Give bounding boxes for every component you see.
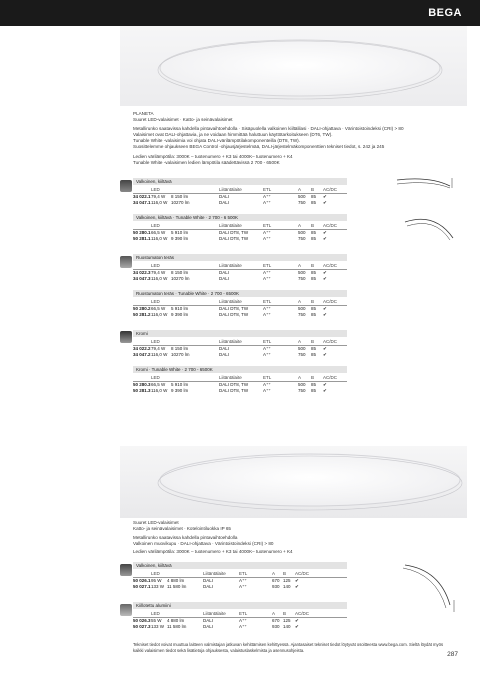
cell-acdc: ✔ (323, 236, 327, 241)
cell-lm: 9 390 lm (171, 388, 189, 393)
header-etl: ETL (263, 223, 272, 228)
cell-driver: DALI (219, 276, 230, 281)
header-driver: Liitäntälaite (219, 223, 242, 228)
product2-subtitle: Suuret LED-valaisimet (133, 520, 179, 525)
header-a: A (298, 339, 302, 344)
cell-etl: A⁺⁺ (263, 236, 271, 241)
cell-a: 500 (298, 194, 306, 199)
cell-lm: 5 910 lm (171, 230, 189, 235)
cell-etl: A⁺⁺ (263, 346, 271, 351)
cell-lm: 10270 lm (171, 200, 190, 205)
cell-acdc: ✔ (323, 382, 327, 387)
cell-a: 500 (298, 346, 306, 351)
cell-w: 79,4 W (151, 346, 166, 351)
table-row (133, 352, 347, 358)
header-a: A (272, 611, 276, 616)
table-row (133, 624, 347, 630)
cell-acdc: ✔ (323, 388, 327, 393)
cell-lm: 8 150 lm (171, 270, 189, 275)
cell-driver: DALI (203, 584, 214, 589)
cell-code: 50 026.1 (133, 578, 151, 583)
header-a: A (298, 187, 302, 192)
cell-code: 34 047.1 (133, 200, 151, 205)
header-b: B (311, 375, 315, 380)
header-b: B (283, 571, 287, 576)
cell-a: 930 (272, 584, 280, 589)
product-photo-planeta (120, 26, 467, 106)
cell-w: 79,4 W (151, 270, 166, 275)
section-title: Valkoinen, kiiltävä (133, 178, 347, 185)
header-acdc: AC/DC (323, 299, 338, 304)
cell-b: 140 (283, 584, 291, 589)
header-b: B (311, 263, 315, 268)
section-title: Kiillotettu alumiini (133, 602, 347, 609)
cell-etl: A⁺⁺ (263, 312, 271, 317)
spec-table (133, 187, 347, 206)
cell-a: 930 (272, 624, 280, 629)
cell-code: 50 281.3 (133, 388, 151, 393)
cell-etl: A⁺⁺ (263, 276, 271, 281)
cell-acdc: ✔ (323, 276, 327, 281)
header-b: B (311, 187, 315, 192)
cell-acdc: ✔ (323, 346, 327, 351)
cell-lm: 5 910 lm (171, 306, 189, 311)
cell-lm: 9 390 lm (171, 312, 189, 317)
cell-code: 50 280.2 (133, 306, 151, 311)
header-acdc: AC/DC (295, 571, 310, 576)
cell-driver: DALI (203, 578, 214, 583)
cell-b: 85 (311, 276, 317, 281)
table-row (133, 312, 347, 318)
cell-driver: DALI (219, 200, 230, 205)
cell-w: 116,0 W (151, 200, 168, 205)
header-etl: ETL (263, 299, 272, 304)
header-led: LED (151, 375, 160, 380)
cell-driver: DALI (203, 618, 214, 623)
cell-driver: DALI DT8, TW (219, 388, 249, 393)
cell-b: 85 (311, 352, 317, 357)
cell-b: 85 (311, 236, 317, 241)
cell-b: 85 (311, 194, 317, 199)
cell-etl: A⁺⁺ (263, 194, 271, 199)
cell-w: 116,0 W (151, 388, 168, 393)
spec-table (133, 223, 347, 242)
cell-a: 750 (298, 352, 306, 357)
cell-b: 85 (311, 382, 317, 387)
cell-driver: DALI DT8, TW (219, 382, 249, 387)
spec-table (133, 299, 347, 318)
header-etl: ETL (239, 611, 248, 616)
table-row (133, 200, 347, 206)
cell-code: 50 280.1 (133, 230, 151, 235)
header-driver: Liitäntälaite (219, 375, 242, 380)
cell-a: 670 (272, 578, 280, 583)
section-title: Valkoinen, kiiltävä (133, 562, 347, 569)
header-driver: Liitäntälaite (203, 611, 226, 616)
cell-etl: A⁺⁺ (263, 382, 271, 387)
header-led: LED (151, 299, 160, 304)
cell-w: 66,5 W (151, 306, 166, 311)
cell-b: 125 (283, 578, 291, 583)
cell-a: 750 (298, 312, 306, 317)
finish-thumb-aluminium (120, 604, 132, 616)
cell-code: 50 027.3 (133, 624, 151, 629)
header-led: LED (151, 339, 160, 344)
product-name: PLANETA (133, 111, 154, 116)
product-photo-2 (120, 446, 467, 518)
cell-driver: DALI (219, 194, 230, 199)
cell-driver: DALI DT8, TW (219, 306, 249, 311)
header-driver: Liitäntälaite (219, 339, 242, 344)
cell-w: 79,4 W (151, 194, 166, 199)
cell-lm: 5 910 lm (171, 382, 189, 387)
header-driver: Liitäntälaite (219, 187, 242, 192)
cell-b: 140 (283, 624, 291, 629)
cell-driver: DALI DT8, TW (219, 236, 249, 241)
cell-lm: 11 580 lm (167, 584, 187, 589)
cell-code: 50 027.1 (133, 584, 151, 589)
cell-b: 125 (283, 618, 291, 623)
header-a: A (298, 299, 302, 304)
finish-thumb-chrome (120, 331, 132, 343)
header-etl: ETL (263, 263, 272, 268)
section-title: Ruostumaton teräs (133, 254, 347, 261)
cell-etl: A⁺⁺ (263, 388, 271, 393)
header-etl: ETL (263, 339, 272, 344)
cell-w: 95 W (151, 578, 162, 583)
header-driver: Liitäntälaite (219, 299, 242, 304)
cell-code: 34 047.3 (133, 276, 151, 281)
spec-table (133, 571, 347, 590)
spec-table (133, 611, 347, 630)
cell-lm: 4 880 lm (167, 578, 185, 583)
cell-b: 85 (311, 230, 317, 235)
cell-w: 116,0 W (151, 236, 168, 241)
cell-code: 50 281.2 (133, 312, 151, 317)
cell-acdc: ✔ (295, 618, 299, 623)
header-driver: Liitäntälaite (219, 263, 242, 268)
cell-lm: 8 150 lm (171, 346, 189, 351)
cell-b: 85 (311, 388, 317, 393)
cell-w: 66,5 W (151, 230, 166, 235)
header-acdc: AC/DC (323, 339, 338, 344)
cell-acdc: ✔ (295, 584, 299, 589)
cell-b: 85 (311, 200, 317, 205)
header-b: B (283, 611, 287, 616)
cell-driver: DALI (219, 346, 230, 351)
cell-acdc: ✔ (323, 200, 327, 205)
cell-acdc: ✔ (323, 352, 327, 357)
cell-acdc: ✔ (323, 194, 327, 199)
cell-lm: 8 150 lm (171, 194, 189, 199)
cell-driver: DALI DT8, TW (219, 312, 249, 317)
cell-driver: DALI (219, 352, 230, 357)
cell-etl: A⁺⁺ (263, 230, 271, 235)
table-row (133, 388, 347, 394)
cell-a: 750 (298, 200, 306, 205)
product-subtitle: Suuret LED-valaisimet · Katto- ja seinävalaisimet (133, 117, 233, 122)
cell-w: 116,0 W (151, 276, 168, 281)
cell-acdc: ✔ (323, 312, 327, 317)
cell-w: 55 W (151, 618, 162, 623)
cell-b: 85 (311, 312, 317, 317)
header-acdc: AC/DC (295, 611, 310, 616)
section-title: Kromi (133, 330, 347, 337)
header-led: LED (151, 263, 160, 268)
table-row (133, 276, 347, 282)
cell-a: 670 (272, 618, 280, 623)
spec-table (133, 375, 347, 394)
header-acdc: AC/DC (323, 223, 338, 228)
cell-etl: A⁺⁺ (263, 306, 271, 311)
cell-lm: 10270 lm (171, 276, 190, 281)
footer-note: Tekniset tiedot voivat muuttua laitteen valmistajan jatkuvan kehittämisen kehittyessä. Ajantasaiset tekniset tiedot löytyvät osoitteesta www.bega.com. Sieltä löydät myös kaikki valaisimen tiedot sekä lisätietoja ohjauksesta, valaistuslaskelmista ja asennusohjeista. (133, 642, 444, 653)
dimension-drawing-1 (395, 172, 465, 252)
header-acdc: AC/DC (323, 187, 338, 192)
cell-lm: 10270 lm (171, 352, 190, 357)
header-band (0, 0, 480, 26)
cell-a: 750 (298, 388, 306, 393)
cell-w: 133 W (151, 584, 165, 589)
cell-code: 34 022.2 (133, 346, 151, 351)
cell-lm: 11 580 lm (167, 624, 187, 629)
cell-etl: A⁺⁺ (263, 200, 271, 205)
cell-code: 50 026.3 (133, 618, 151, 623)
cell-etl: A⁺⁺ (239, 584, 247, 589)
header-a: A (298, 375, 302, 380)
cell-driver: DALI DT8, TW (219, 230, 249, 235)
cell-acdc: ✔ (323, 306, 327, 311)
cell-w: 116,0 W (151, 312, 168, 317)
header-led: LED (151, 223, 160, 228)
table-row (133, 584, 347, 590)
finish-thumb-white (120, 180, 132, 192)
cell-a: 500 (298, 230, 306, 235)
color-temp-note: Ledien värilämpötila: 3000K – tuotenumero + K3 tai 4000K– tuotenumero + K4 (133, 154, 293, 159)
header-led: LED (151, 187, 160, 192)
product2-description: Metallirunko saatavissa kahdella pintavaihtoehdolla Valkoinen muovikupu · DALI-ohjattava · Värintoistoindeksi (CRI) > 80 (133, 535, 274, 546)
cell-driver: DALI (219, 270, 230, 275)
cell-etl: A⁺⁺ (263, 352, 271, 357)
header-led: LED (151, 611, 160, 616)
cell-a: 500 (298, 382, 306, 387)
cell-acdc: ✔ (295, 578, 299, 583)
product-description: Metallirunko saatavissa kahdella pintavaihtoehdolla · Sisäpuolella valkoinen kiiltälilasi · DALI-ohjattava · Värintoistoindeksi (CRI) > 80 Valaisimet ovat DALI-ohjattavia, ja ne voidaan himmittää haluttuun käyttötarkoitukseen (DT6, TW). Tunable White -valaisimia voi ohjata DALI-värilämpötilakomponenteilla (DT8, TW). Suosittelemme ohjaukseen BEGA Control -ohjausjärjestelmää, DALI-järjestelmäkomponenttien tekniset tiedot, s. 242 ja 245 (133, 126, 404, 149)
cell-w: 66,5 W (151, 382, 166, 387)
cell-code: 50 280.3 (133, 382, 151, 387)
cell-acdc: ✔ (323, 230, 327, 235)
tunable-white-note: Tunable White -valaisimen ledien lämpötila säädettävissä 2 700 - 6500K (133, 160, 280, 165)
cell-a: 750 (298, 236, 306, 241)
header-a: A (272, 571, 276, 576)
cell-acdc: ✔ (295, 624, 299, 629)
cell-lm: 4 880 lm (167, 618, 185, 623)
cell-etl: A⁺⁺ (239, 618, 247, 623)
spec-table (133, 263, 347, 282)
cell-w: 133 W (151, 624, 165, 629)
cell-etl: A⁺⁺ (263, 270, 271, 275)
finish-thumb-steel (120, 256, 132, 268)
header-driver: Liitäntälaite (203, 571, 226, 576)
cell-b: 85 (311, 306, 317, 311)
section-title: Valkoinen, kiiltävä · Tunable White · 2 700 - 6 500K (133, 214, 347, 221)
header-acdc: AC/DC (323, 375, 338, 380)
cell-a: 500 (298, 270, 306, 275)
header-etl: ETL (239, 571, 248, 576)
header-acdc: AC/DC (323, 263, 338, 268)
section-title: Ruostumaton teräs · Tunable White · 2 700 - 6500K (133, 290, 347, 297)
section-title: Kromi · Tunable White · 2 700 - 6500K (133, 366, 347, 373)
cell-code: 34 022.1 (133, 194, 151, 199)
brand-logo: BEGA (428, 7, 462, 19)
cell-driver: DALI (203, 624, 214, 629)
header-a: A (298, 263, 302, 268)
header-b: B (311, 339, 315, 344)
header-a: A (298, 223, 302, 228)
header-led: LED (151, 571, 160, 576)
page-number: 287 (447, 651, 458, 658)
product2-temp-note: Ledien värilämpötila: 3000K – tuotenumero + K3 tai 4000K– tuotenumero + K4 (133, 549, 293, 554)
cell-etl: A⁺⁺ (239, 624, 247, 629)
header-etl: ETL (263, 375, 272, 380)
cell-code: 34 047.2 (133, 352, 151, 357)
product2-line2: Katto- ja seinävalaisimet · Kotelointiluokka IP 65 (133, 526, 231, 531)
cell-acdc: ✔ (323, 270, 327, 275)
cell-b: 85 (311, 270, 317, 275)
dimension-drawing-2 (400, 560, 460, 630)
spec-table (133, 339, 347, 358)
cell-code: 50 281.1 (133, 236, 151, 241)
header-b: B (311, 223, 315, 228)
cell-lm: 9 390 lm (171, 236, 189, 241)
header-b: B (311, 299, 315, 304)
cell-code: 34 022.3 (133, 270, 151, 275)
cell-a: 750 (298, 276, 306, 281)
cell-a: 500 (298, 306, 306, 311)
finish-thumb-white-2 (120, 564, 132, 576)
cell-etl: A⁺⁺ (239, 578, 247, 583)
header-etl: ETL (263, 187, 272, 192)
table-row (133, 236, 347, 242)
cell-w: 116,0 W (151, 352, 168, 357)
cell-b: 85 (311, 346, 317, 351)
